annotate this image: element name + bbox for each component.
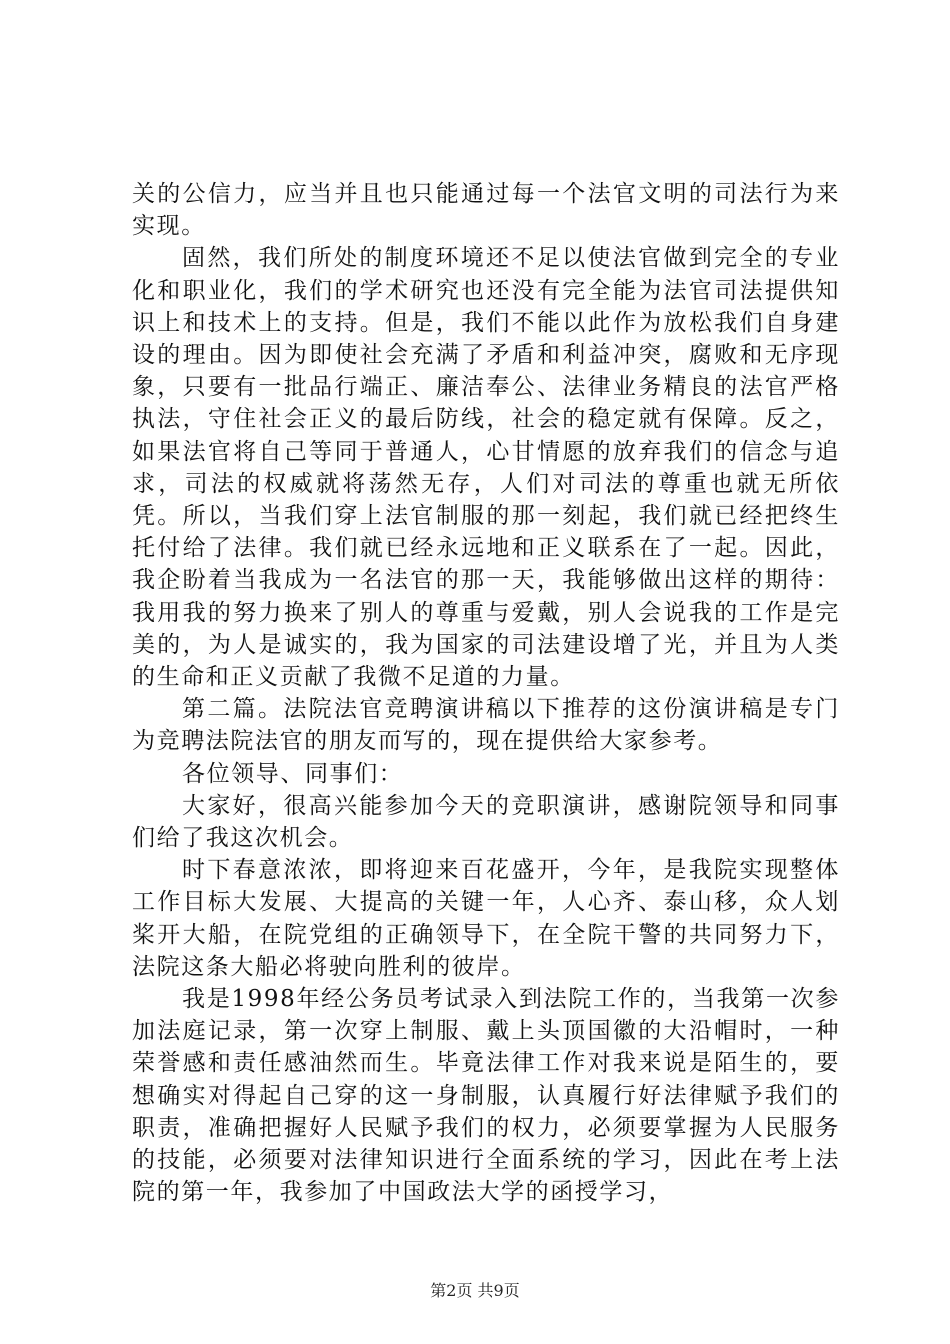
page-footer: 第2页 共9页 (430, 1281, 520, 1300)
paragraph-salutation: 各位领导、同事们： (182, 760, 404, 787)
paragraph-spring: 时下春意浓浓，即将迎来百花盛开，今年，是我院实现整体工作目标大发展、大提高的关键一年，人心齐、泰山移，众人划桨开大船，在院党组的正确领导下，在全院干警的共同努力下，法院这条大船必将驶向胜利的彼岸。 (132, 857, 840, 980)
document-body (132, 178, 840, 1209)
paragraph-second-article-intro: 第二篇。法院法官竞聘演讲稿以下推荐的这份演讲稿是专门为竞聘法院法官的朋友而写的，现在提供给大家参考。 (132, 696, 840, 755)
paragraph-career-start: 我是1998年经公务员考试录入到法院工作的，当我第一次参加法庭记录，第一次穿上制服、戴上头顶国徽的大沿帽时，一种荣誉感和责任感油然而生。毕竟法律工作对我来说是陌生的，要想确实对得起自己穿的这一身制服，认真履行好法律赋予我们的职责，准确把握好人民赋予我们的权力，必须要掌握为人民服务的技能，必须要对法律知识进行全面系统的学习，因此在考上法院的第一年，我参加了中国政法大学的函授学习， (132, 986, 840, 1206)
paragraph-greeting: 大家好，很高兴能参加今天的竞职演讲，感谢院领导和同事们给了我这次机会。 (132, 792, 840, 852)
paragraph-judicial-environment: 固然，我们所处的制度环境还不足以使法官做到完全的专业化和职业化，我们的学术研究也还没有完全能为法官司法提供知识上和技术上的支持。但是，我们不能以此作为放松我们自身建设的理由。因为即使社会充满了矛盾和利益冲突，腐败和无序现象，只要有一批品行端正、廉洁奉公、法律业务精良的法官严格执法，守住社会正义的最后防线，社会的稳定就有保障。反之，如果法官将自己等同于普通人，心甘情愿的放弃我们的信念与追求，司法的权威就将荡然无存，人们对司法的尊重也就无所依凭。所以，当我们穿上法官制服的那一刻起，我们就已经把终生托付给了法律。我们就已经永远地和正义联系在了一起。因此，我企盼着当我成为一名法官的那一天，我能够做出这样的期待：我用我的努力换来了别人的尊重与爱戴，别人会说我的工作是完美的，为人是诚实的，我为国家的司法建设增了光，并且为人类的生命和正义贡献了我微不足道的力量。 (132, 245, 840, 691)
paragraph-continuation: 关的公信力，应当并且也只能通过每一个法官文明的司法行为来实现。 (132, 181, 840, 240)
